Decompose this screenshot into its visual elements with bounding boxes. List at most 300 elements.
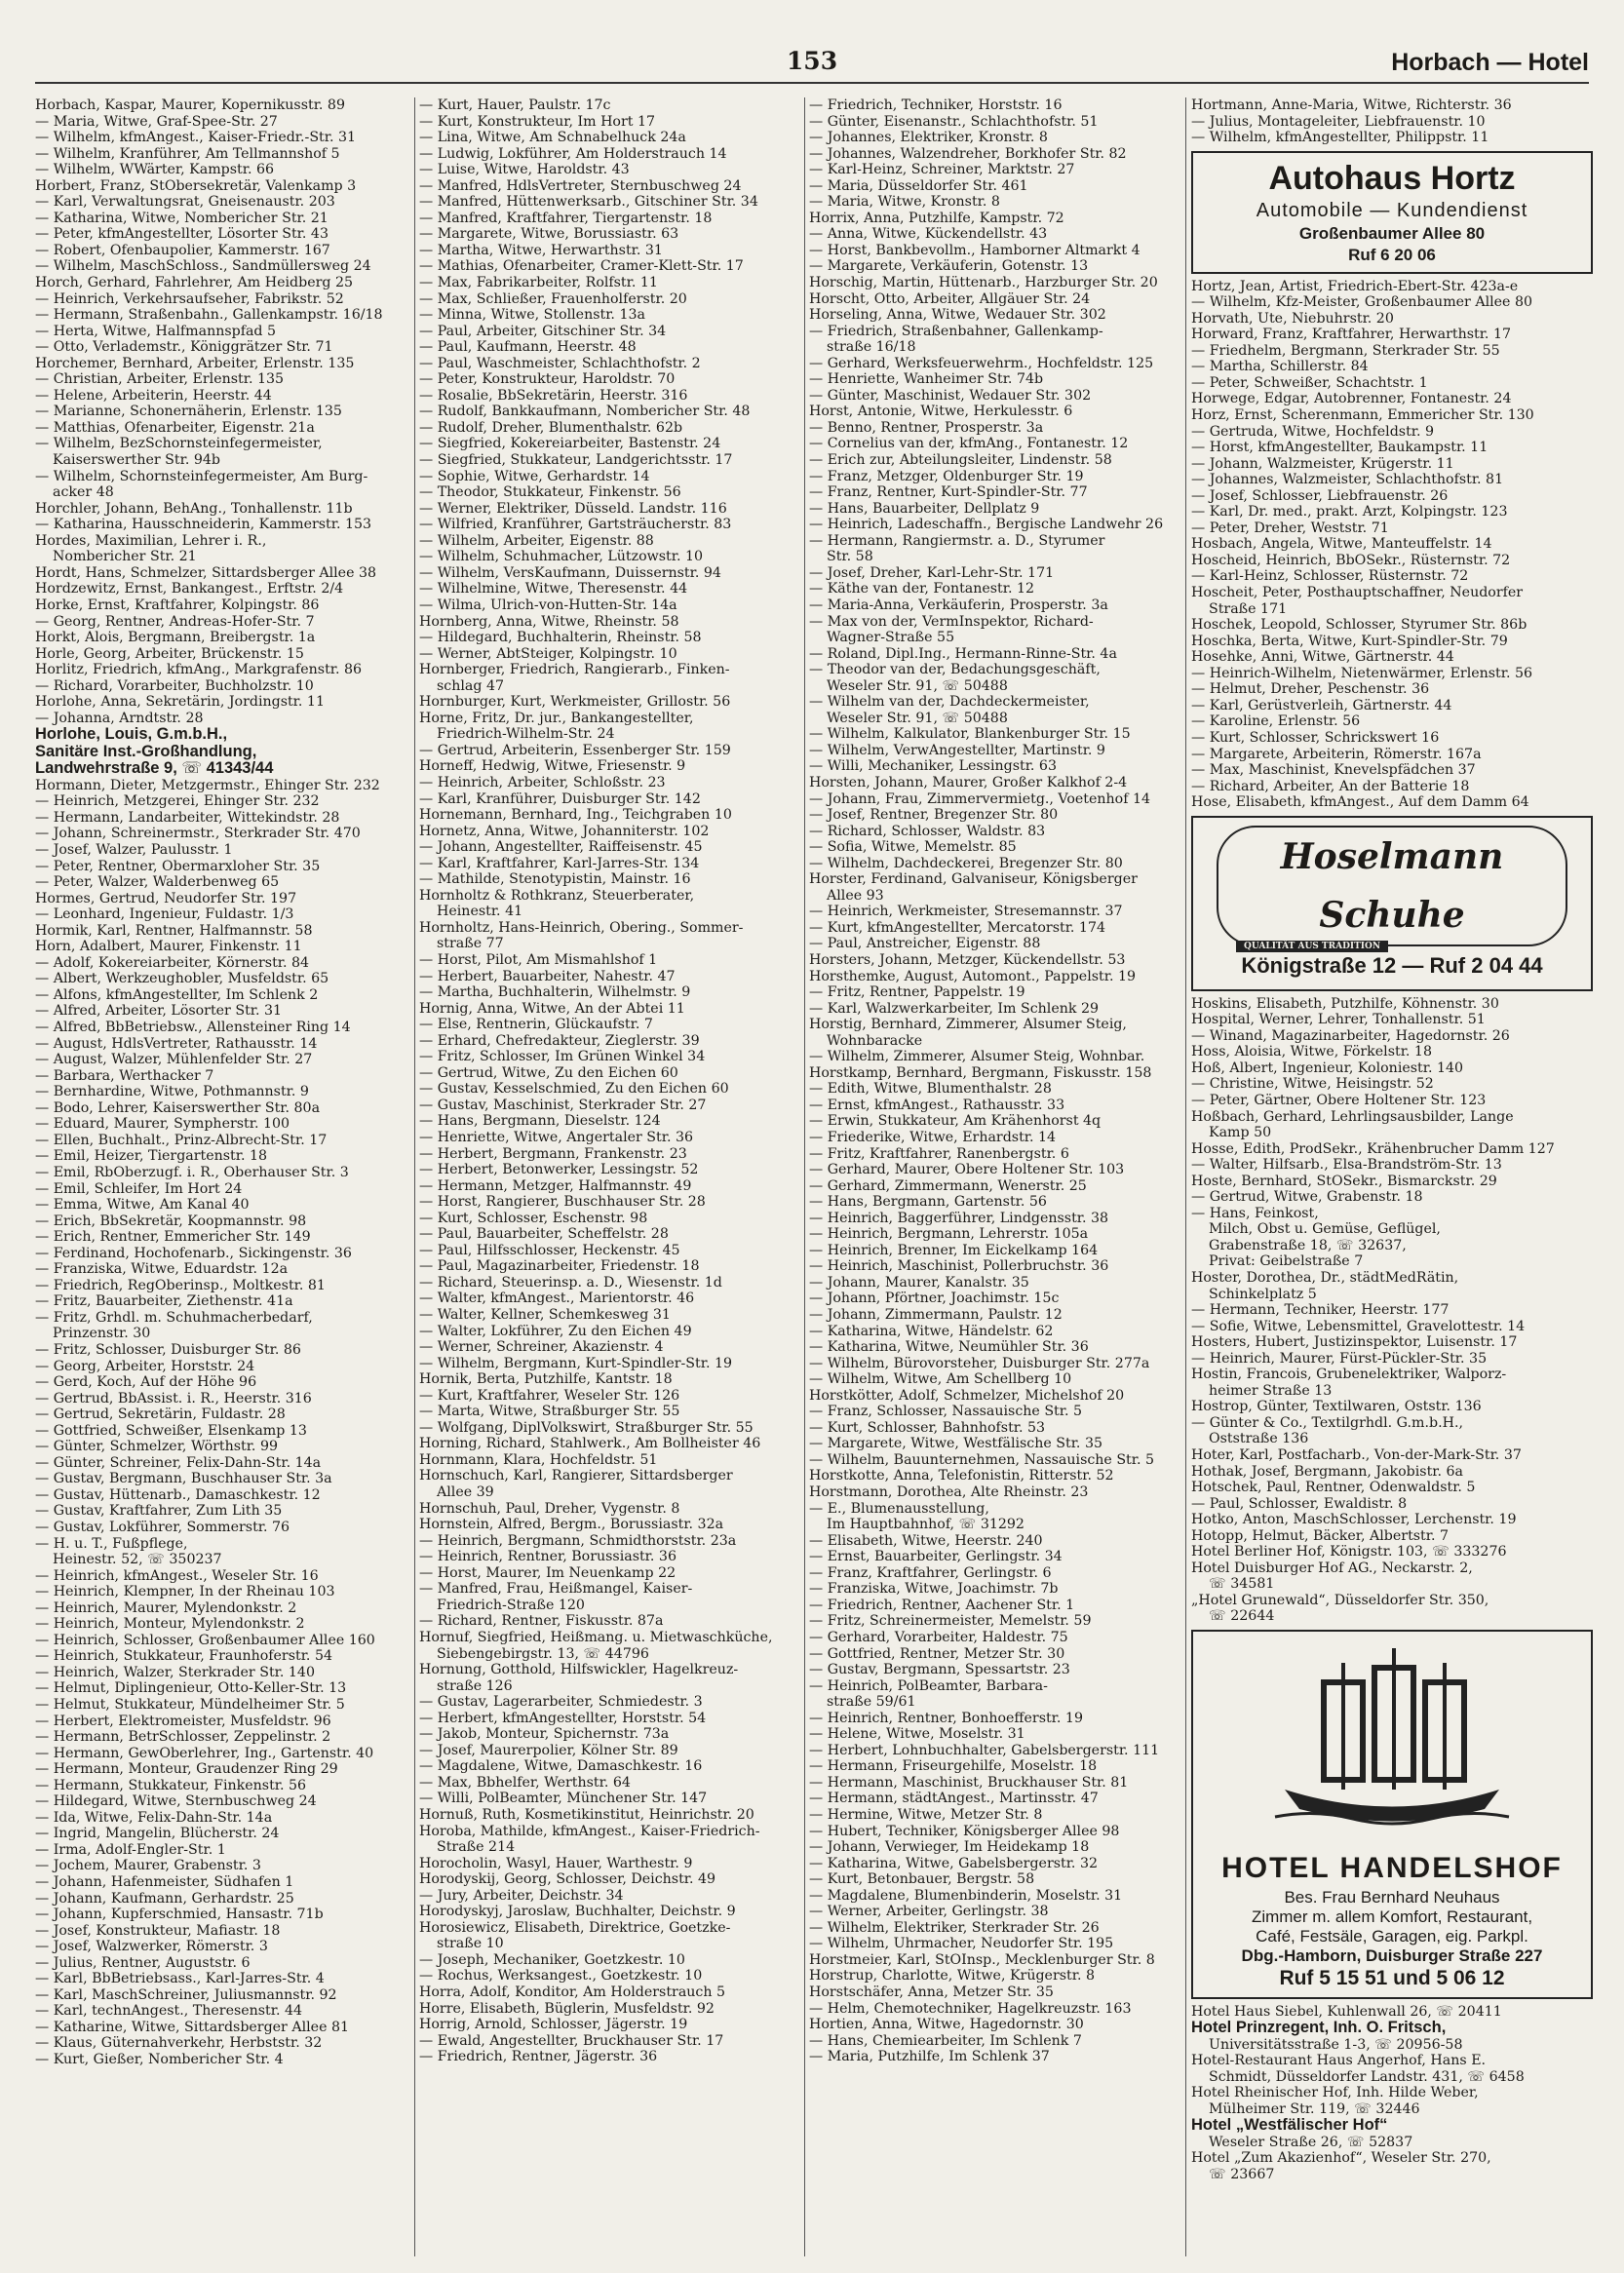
directory-entry: — Karl-Heinz, Schlosser, Rüsternstr. 72: [1191, 568, 1469, 585]
directory-column-2: [419, 97, 799, 2256]
directory-entry: — Max, Bbhelfer, Werthstr. 64: [419, 1774, 631, 1791]
directory-entry: — Manfred, Kraftfahrer, Tiergartenstr. 18: [419, 210, 713, 226]
directory-entry: — Herta, Witwe, Halfmannspfad 5: [35, 323, 277, 339]
directory-entry: — Karl, Kranführer, Duisburger Str. 142: [419, 790, 701, 807]
directory-entry: — Eduard, Maurer, Sympherstr. 100: [35, 1116, 290, 1133]
directory-entry: — Bodo, Lehrer, Kaiserswerther Str. 80a: [35, 1099, 321, 1116]
directory-entry: — Werner, Schreiner, Akazienstr. 4: [419, 1339, 664, 1356]
directory-entry: — Johannes, Walzmeister, Schlachthofstr. 81: [1191, 472, 1504, 488]
directory-entry: straße 126: [437, 1677, 513, 1694]
directory-entry: Horlohe, Anna, Sekretärin, Jordingstr. 11: [35, 694, 325, 711]
directory-entry: — Friedrich, Straßenbahner, Gallenkamp-: [809, 323, 1103, 339]
directory-entry: — Margarete, Witwe, Westfälische Str. 35: [809, 1436, 1103, 1452]
directory-entry: — Max, Schließer, Frauenholferstr. 20: [419, 290, 687, 307]
directory-entry: Siebengebirgstr. 13, ☏ 44796: [437, 1645, 649, 1662]
directory-entry: — Ellen, Buchhalt., Prinz-Albrecht-Str. 17: [35, 1132, 328, 1148]
directory-entry: — Johannes, Walzendreher, Borkhofer Str. 82: [809, 145, 1127, 162]
directory-entry: Hosehke, Anni, Witwe, Gärtnerstr. 44: [1191, 649, 1454, 666]
directory-entry: — Karl, MaschSchreiner, Juliusmannstr. 92: [35, 1986, 337, 2003]
directory-entry: — Wilfried, Kranführer, Gartsträucherstr. 83: [419, 517, 732, 533]
directory-entry: — Fritz, Schlosser, Duisburger Str. 86: [35, 1341, 301, 1358]
directory-entry: Horodyskyj, Jaroslaw, Buchhalter, Deichstr. 9: [419, 1904, 736, 1920]
logo-tagline: QUALITÄT AUS TRADITION: [1236, 941, 1388, 952]
directory-entry: Hortz, Jean, Artist, Friedrich-Ebert-Str. 423a-e: [1191, 278, 1519, 294]
directory-entry: — Heinrich, Rentner, Borussiastr. 36: [419, 1549, 677, 1565]
directory-entry: Allee 93: [827, 887, 884, 904]
directory-entry: — Kurt, Betonbauer, Bergstr. 58: [809, 1871, 1035, 1888]
directory-entry: — Herbert, Betonwerker, Lessingstr. 52: [419, 1162, 699, 1178]
directory-entry: — Johann, Angestellter, Raiffeisenstr. 45: [419, 839, 703, 856]
ad-line: Zimmer m. allem Komfort, Restaurant,: [1251, 1907, 1533, 1926]
directory-entry: — Hermann, Stukkateur, Finkenstr. 56: [35, 1777, 307, 1793]
directory-entry: — Heinrich, Rentner, Bonhoefferstr. 19: [809, 1710, 1083, 1726]
directory-entry: — Helm, Chemotechniker, Hagelkreuzstr. 163: [809, 2000, 1132, 2017]
directory-entry: Straße 171: [1209, 600, 1288, 617]
directory-entry: — Wilhelm, Bergmann, Kurt-Spindler-Str. 19: [419, 1355, 733, 1371]
directory-entry: — Friedrich, Rentner, Jägerstr. 36: [419, 2049, 658, 2065]
directory-entry: Nombericher Str. 21: [53, 549, 197, 565]
directory-entry: — Josef, Schlosser, Liebfrauenstr. 26: [1191, 487, 1449, 504]
directory-entry: — Heinrich, Maschinist, Pollerbruchstr. 36: [809, 1258, 1109, 1275]
directory-entry: Hormes, Gertrud, Neudorfer Str. 197: [35, 890, 297, 906]
directory-entry: — Walter, Kellner, Schemkesweg 31: [419, 1307, 671, 1324]
directory-entry: — Kurt, Schlosser, Eschenstr. 98: [419, 1210, 648, 1226]
directory-entry: — Georg, Rentner, Andreas-Hofer-Str. 7: [35, 613, 315, 630]
directory-entry: Hotko, Anton, MaschSchlosser, Lerchenstr. 19: [1191, 1512, 1517, 1528]
directory-entry: — Hans, Chemiearbeiter, Im Schlenk 7: [809, 2032, 1082, 2049]
directory-entry: Hotel Berliner Hof, Königstr. 103, ☏ 333276: [1191, 1544, 1507, 1560]
directory-entry: — Gertrud, Witwe, Grabenstr. 18: [1191, 1189, 1423, 1206]
directory-entry: — Gertrud, Witwe, Zu den Eichen 60: [419, 1064, 678, 1081]
directory-entry: — Johann, Hafenmeister, Südhafen 1: [35, 1874, 294, 1891]
directory-entry: — Helmut, Diplingenieur, Otto-Keller-Str. 13: [35, 1680, 347, 1697]
directory-entry: — Jochem, Maurer, Grabenstr. 3: [35, 1858, 261, 1874]
page-number: 153: [786, 47, 838, 75]
directory-entry: — Gustav, Kraftfahrer, Zum Lith 35: [35, 1503, 283, 1520]
directory-entry: — Fritz, Schreinermeister, Memelstr. 59: [809, 1613, 1092, 1630]
directory-entry: — Hermann, Monteur, Graudenzer Ring 29: [35, 1761, 338, 1778]
ad-address: Königstraße 12 — Ruf 2 04 44: [1241, 952, 1543, 978]
directory-entry: — Winand, Magazinarbeiter, Hagedornstr. 26: [1191, 1027, 1510, 1044]
directory-entry: straße 77: [437, 936, 504, 952]
directory-entry: — Karl-Heinz, Schreiner, Marktstr. 27: [809, 162, 1075, 178]
directory-entry: — Helene, Arbeiterin, Heerstr. 44: [35, 387, 272, 404]
directory-entry: — Mathias, Ofenarbeiter, Cramer-Klett-Str. 17: [419, 258, 744, 275]
directory-entry: — Horst, Bankbevollm., Hamborner Altmarkt 4: [809, 242, 1141, 258]
directory-entry: Horbert, Franz, StObersekretär, Valenkamp 3: [35, 177, 357, 194]
directory-entry: — Franziska, Witwe, Joachimstr. 7b: [809, 1581, 1059, 1598]
directory-entry: — Wilhelm, Uhrmacher, Neudorfer Str. 195: [809, 1936, 1114, 1952]
directory-entry: Horne, Fritz, Dr. jur., Bankangestellter,: [419, 710, 694, 726]
directory-entry: — Wilhelm, Bauunternehmen, Nassauische Str. 5: [809, 1451, 1155, 1468]
directory-entry: — Manfred, Hüttenwerksarb., Gitschiner Str. 34: [419, 194, 758, 211]
directory-entry: Horre, Elisabeth, Büglerin, Musfeldstr. 92: [419, 2000, 715, 2017]
directory-entry: Straße 214: [437, 1839, 516, 1856]
directory-entry: — Hermann, Landarbeiter, Wittekindstr. 28: [35, 809, 340, 826]
directory-entry: — Heinrich, Ladeschaffn., Bergische Landwehr 26: [809, 517, 1164, 533]
directory-entry: — Martha, Schillerstr. 84: [1191, 359, 1369, 375]
ad-hoselmann-schuhe: [1191, 816, 1593, 991]
directory-entry: Hortien, Anna, Witwe, Hagedornstr. 30: [809, 2017, 1084, 2033]
directory-entry: — Wilhelm, VerwAngestellter, Martinstr. 9: [809, 742, 1105, 758]
directory-entry: Horle, Georg, Arbeiter, Brückenstr. 15: [35, 645, 304, 662]
directory-entry: — Magdalene, Blumenbinderin, Moselstr. 31: [809, 1887, 1123, 1904]
directory-entry: — Josef, Walzer, Paulusstr. 1: [35, 842, 233, 859]
directory-entry: — Werner, Elektriker, Düsseld. Landstr. 116: [419, 500, 727, 517]
directory-entry: — Wilhelm, kfmAngestellter, Philippstr. 11: [1191, 130, 1489, 146]
directory-entry: Universitätsstraße 1-3, ☏ 20956-58: [1209, 2036, 1463, 2053]
directory-entry: Oststraße 136: [1209, 1431, 1309, 1447]
directory-entry: — Peter, Dreher, Weststr. 71: [1191, 520, 1389, 536]
directory-entry: Hornschuch, Karl, Rangierer, Sittardsberger: [419, 1468, 733, 1484]
directory-entry: — Heinrich, Bergmann, Schmidthorststr. 23a: [419, 1532, 737, 1549]
directory-entry: — Julius, Rentner, Auguststr. 6: [35, 1954, 251, 1971]
directory-entry: Hornholtz & Rothkranz, Steuerberater,: [419, 887, 695, 904]
directory-entry: — Adolf, Kokereiarbeiter, Körnerstr. 84: [35, 954, 310, 971]
directory-entry: — Johann, Frau, Zimmervermietg., Voetenhof 14: [809, 790, 1151, 807]
directory-entry: — Katharina, Witwe, Neumühler Str. 36: [809, 1339, 1089, 1356]
directory-entry: acker 48: [53, 484, 114, 501]
directory-entry: — Hermann, Techniker, Heerstr. 177: [1191, 1302, 1450, 1319]
directory-entry: Horseling, Anna, Witwe, Wedauer Str. 302: [809, 307, 1106, 324]
directory-entry: — Franz, Metzger, Oldenburger Str. 19: [809, 468, 1084, 484]
directory-entry: — Hermann, Friseurgehilfe, Moselstr. 18: [809, 1758, 1098, 1775]
directory-entry: — Elisabeth, Witwe, Heerstr. 240: [809, 1532, 1043, 1549]
directory-entry: — Heinrich, Schlosser, Großenbaumer Allee 160: [35, 1632, 375, 1648]
directory-entry: heimer Straße 13: [1209, 1382, 1333, 1399]
directory-entry: — Johann, Kupferschmied, Hansastr. 71b: [35, 1907, 324, 1923]
directory-entry: — Fritz, Rentner, Pappelstr. 19: [809, 984, 1025, 1001]
directory-entry: — Rudolf, Bankkaufmann, Nombericher Str. 48: [419, 404, 751, 420]
directory-entry: — Hermann, BetrSchlosser, Zeppelinstr. 2: [35, 1729, 331, 1746]
directory-entry: — Walter, Lokführer, Zu den Eichen 49: [419, 1323, 692, 1339]
directory-entry: — Günter & Co., Textilgrhdl. G.m.b.H.,: [1191, 1414, 1463, 1431]
directory-entry: — Irma, Adolf-Engler-Str. 1: [35, 1841, 226, 1858]
directory-entry: Horsthemke, August, Automont., Pappelstr. 19: [809, 968, 1137, 984]
directory-entry: — Ingrid, Mangelin, Blücherstr. 24: [35, 1826, 280, 1842]
directory-entry: — Katharina, Witwe, Gabelsbergerstr. 32: [809, 1855, 1099, 1871]
directory-entry: — Emil, Heizer, Tiergartenstr. 18: [35, 1148, 268, 1165]
directory-entry: — Katharina, Witwe, Nombericher Str. 21: [35, 210, 329, 226]
directory-entry: — Johanna, Arndtstr. 28: [35, 710, 204, 726]
directory-entry: — Horst, Rangierer, Buschhauser Str. 28: [419, 1194, 706, 1211]
directory-column-3: [809, 97, 1179, 2256]
directory-entry: — Else, Rentnerin, Glückaufstr. 7: [419, 1017, 653, 1033]
directory-entry: Hordes, Maximilian, Lehrer i. R.,: [35, 532, 267, 549]
ad-line: Café, Festsäle, Garagen, eig. Parkpl.: [1256, 1926, 1528, 1946]
column-rule: [414, 97, 415, 2256]
directory-entry: — Siegfried, Stukkateur, Landgerichtsstr. 17: [419, 452, 733, 469]
directory-entry: ☏ 22644: [1209, 1608, 1275, 1625]
directory-entry: — Heinrich, Bergmann, Lehrerstr. 105a: [809, 1226, 1089, 1243]
directory-entry: Hornschuh, Paul, Dreher, Vygenstr. 8: [419, 1500, 680, 1517]
directory-entry: — Alfred, Arbeiter, Lösorter Str. 31: [35, 1003, 283, 1020]
directory-entry: — Friederike, Witwe, Erhardstr. 14: [809, 1130, 1057, 1145]
directory-entry: Hoss, Aloisia, Witwe, Förkelstr. 18: [1191, 1044, 1432, 1060]
directory-entry: — Helmut, Stukkateur, Mündelheimer Str. 5: [35, 1697, 345, 1713]
directory-entry: — Julius, Montageleiter, Liebfrauenstr. 10: [1191, 113, 1486, 130]
directory-entry: — Gustav, Bergmann, Buschhauser Str. 3a: [35, 1471, 332, 1487]
directory-entry: — Gerhard, Vorarbeiter, Haldestr. 75: [809, 1629, 1068, 1645]
directory-entry: — Heinrich, Monteur, Mylendonkstr. 2: [35, 1616, 305, 1633]
directory-entry: Hordt, Hans, Schmelzer, Sittardsberger Allee 38: [35, 564, 377, 581]
directory-entry: — Peter, Walzer, Walderbenweg 65: [35, 874, 280, 891]
directory-entry: straße 16/18: [827, 339, 916, 356]
directory-entry: Horsten, Johann, Maurer, Großer Kalkhof 2-4: [809, 774, 1128, 790]
directory-entry: Hotel Duisburger Hof AG., Neckarstr. 2,: [1191, 1560, 1473, 1576]
directory-entry: Horneff, Hedwig, Witwe, Friesenstr. 9: [419, 758, 686, 775]
directory-entry: — Fritz, Kraftfahrer, Ranenbergstr. 6: [809, 1145, 1069, 1162]
directory-entry: — Margarete, Witwe, Borussiastr. 63: [419, 226, 679, 243]
directory-entry: Schinkelplatz 5: [1209, 1286, 1317, 1302]
directory-entry: — Heinrich, PolBeamter, Barbara-: [809, 1677, 1048, 1694]
directory-entry: — Minna, Witwe, Stollenstr. 13a: [419, 307, 645, 324]
directory-entry: — Ewald, Angestellter, Bruckhauser Str. 17: [419, 2032, 724, 2049]
directory-entry: — Otto, Verlademstr., Königgrätzer Str. 71: [35, 339, 333, 356]
directory-entry: — Helene, Witwe, Moselstr. 31: [809, 1726, 1025, 1743]
directory-entry: — Werner, AbtSteiger, Kolpingstr. 10: [419, 645, 677, 662]
directory-entry: „Hotel Grunewald“, Düsseldorfer Str. 350,: [1191, 1592, 1489, 1608]
directory-entry: — Gertrud, Sekretärin, Fuldastr. 28: [35, 1406, 286, 1423]
directory-entry: — Maria, Putzhilfe, Im Schlenk 37: [809, 2049, 1050, 2065]
directory-entry: — Maria, Witwe, Graf-Spee-Str. 27: [35, 113, 278, 130]
directory-entry: Kaiserswerther Str. 94b: [53, 452, 220, 469]
directory-entry: — Theodor, Stukkateur, Finkenstr. 56: [419, 484, 681, 501]
directory-entry: — Barbara, Werthacker 7: [35, 1067, 214, 1084]
directory-entry: — Franziska, Witwe, Eduardstr. 12a: [35, 1261, 289, 1278]
directory-entry: Horlitz, Friedrich, kfmAng., Markgrafenstr. 86: [35, 662, 363, 678]
directory-entry: Horsters, Johann, Metzger, Kückendellstr. 53: [809, 951, 1126, 968]
directory-entry: Mülheimer Str. 119, ☏ 32446: [1209, 2100, 1420, 2117]
logo-text: Hoselmann Schuhe: [1280, 835, 1504, 936]
directory-entry: Horvath, Ute, Niebuhrstr. 20: [1191, 310, 1394, 327]
directory-entry: — Hermann, Straßenbahn., Gallenkampstr. 16/18: [35, 307, 383, 324]
directory-entry: — Edith, Witwe, Blumenthalstr. 28: [809, 1081, 1052, 1098]
directory-entry: Horward, Franz, Kraftfahrer, Herwarthstr. 17: [1191, 327, 1512, 343]
directory-entry: — Wilma, Ulrich-von-Hutten-Str. 14a: [419, 597, 677, 613]
directory-entry: — Wilhelm, Kranführer, Am Tellmannshof 5: [35, 145, 340, 162]
directory-entry: — Heinrich, Walzer, Sterkrader Str. 140: [35, 1664, 315, 1680]
directory-entry: — Erich, BbSekretär, Koopmannstr. 98: [35, 1213, 307, 1229]
directory-entry: — Rudolf, Dreher, Blumenthalstr. 62b: [419, 419, 683, 436]
directory-entry: — Günter, Eisenanstr., Schlachthofstr. 51: [809, 113, 1099, 130]
directory-entry: — Alfred, BbBetriebsw., Allensteiner Ring 14: [35, 1020, 351, 1036]
directory-entry: — Wilhelm, Witwe, Am Schellberg 10: [809, 1371, 1072, 1388]
directory-entry: — Johann, Schreinermstr., Sterkrader Str. 470: [35, 826, 361, 842]
directory-entry: — Kurt, Gießer, Nombericher Str. 4: [35, 2052, 284, 2068]
directory-entry: Horra, Adolf, Konditor, Am Holderstrauch 5: [419, 1984, 726, 2000]
directory-entry: Hornholtz, Hans-Heinrich, Obering., Sommer-: [419, 919, 744, 936]
directory-entry: — Ludwig, Lokführer, Am Holderstrauch 14: [419, 145, 727, 162]
directory-entry: — Gerhard, Maurer, Obere Holtener Str. 103: [809, 1162, 1125, 1178]
directory-entry: — Karoline, Erlenstr. 56: [1191, 713, 1361, 730]
directory-entry: — Siegfried, Kokereiarbeiter, Bastenstr. 24: [419, 436, 721, 452]
directory-entry: Horstmeier, Karl, StOInsp., Mecklenburger Str. 8: [809, 1951, 1155, 1968]
ad-hotel-handelshof: [1191, 1630, 1593, 1999]
directory-entry: Hotel Haus Siebel, Kuhlenwall 26, ☏ 20411: [1191, 2003, 1502, 2020]
directory-entry: Hornung, Gotthold, Hilfswickler, Hagelkreuz-: [419, 1662, 739, 1678]
directory-entry: — Manfred, Frau, Heißmangel, Kaiser-: [419, 1581, 693, 1598]
directory-entry: Hoßbach, Gerhard, Lehrlingsausbilder, Lange: [1191, 1108, 1514, 1125]
directory-entry: Hoste, Bernhard, StOSekr., Bismarckstr. 29: [1191, 1173, 1497, 1189]
directory-entry: — Katharina, Witwe, Händelstr. 62: [809, 1323, 1054, 1339]
directory-entry: Hornburger, Kurt, Werkmeister, Grillostr. 56: [419, 694, 731, 711]
directory-entry: Hostin, Francois, Grubenelektriker, Walporz-: [1191, 1367, 1507, 1383]
directory-entry: — Josef, Maurerpolier, Kölner Str. 89: [419, 1742, 678, 1758]
directory-entry: Hostrop, Günter, Textilwaren, Oststr. 136: [1191, 1399, 1482, 1415]
directory-entry: straße 10: [437, 1936, 504, 1952]
ad-phone: Ruf 5 15 51 und 5 06 12: [1279, 1966, 1505, 1989]
directory-entry: Weseler Str. 91, ☏ 50488: [827, 677, 1008, 694]
directory-entry: — Josef, Walzwerker, Römerstr. 3: [35, 1939, 268, 1955]
directory-entry: — Lina, Witwe, Am Schnabelhuck 24a: [419, 130, 686, 146]
directory-entry: — Hermann, GewOberlehrer, Ing., Gartenstr. 40: [35, 1745, 374, 1761]
directory-entry: Allee 39: [437, 1484, 494, 1501]
page-header: [35, 47, 1589, 84]
directory-column-4: [1191, 97, 1593, 2256]
directory-entry: — Friedhelm, Bergmann, Sterkrader Str. 55: [1191, 342, 1500, 359]
directory-entry: — Franz, Kraftfahrer, Gerlingstr. 6: [809, 1564, 1052, 1581]
directory-entry: — Gertruda, Witwe, Hochfeldstr. 9: [1191, 423, 1435, 440]
directory-entry: — Willi, Mechaniker, Lessingstr. 63: [809, 758, 1057, 775]
directory-entry: Horchemer, Bernhard, Arbeiter, Erlenstr. 135: [35, 355, 355, 371]
directory-entry: Weseler Straße 26, ☏ 52837: [1209, 2134, 1413, 2150]
directory-entry: — Paul, Waschmeister, Schlachthofstr. 2: [419, 355, 701, 371]
directory-entry: — Leonhard, Ingenieur, Fuldastr. 1/3: [35, 906, 294, 923]
directory-entry: — Johann, Kaufmann, Gerhardstr. 25: [35, 1890, 294, 1907]
directory-entry: Hotel Prinzregent, Inh. O. Fritsch,: [1191, 2020, 1447, 2037]
directory-entry: — Marianne, Schonernäherin, Erlenstr. 135: [35, 404, 342, 420]
directory-entry: — Benno, Rentner, Prosperstr. 3a: [809, 419, 1044, 436]
directory-entry: Im Hauptbahnhof, ☏ 31292: [827, 1517, 1025, 1533]
directory-entry: — Hans, Bergmann, Gartenstr. 56: [809, 1194, 1047, 1211]
directory-entry: — Herbert, Bauarbeiter, Nahestr. 47: [419, 968, 676, 984]
directory-entry: — Katharine, Witwe, Sittardsberger Allee 81: [35, 2019, 350, 2035]
directory-entry: Hornemann, Bernhard, Ing., Teichgraben 10: [419, 807, 732, 824]
directory-entry: — Gustav, Bergmann, Spessartstr. 23: [809, 1662, 1070, 1678]
directory-entry: — Max, Maschinist, Knevelspfädchen 37: [1191, 762, 1476, 779]
running-head: Horbach — Hotel: [1391, 49, 1589, 76]
directory-entry: Hornuß, Ruth, Kosmetikinstitut, Heinrichstr. 20: [419, 1806, 754, 1823]
directory-entry: Horstkamp, Bernhard, Bergmann, Fiskusstr. 158: [809, 1064, 1152, 1081]
directory-entry: — Emil, RbOberzugf. i. R., Oberhauser Str. 3: [35, 1164, 349, 1180]
directory-entry: — Richard, Schlosser, Waldstr. 83: [809, 823, 1046, 839]
directory-entry: Horosiewicz, Elisabeth, Direktrice, Goetzke-: [419, 1919, 731, 1936]
directory-entry: — Alfons, kfmAngestellter, Im Schlenk 2: [35, 986, 319, 1003]
directory-entry: Horchler, Johann, BehAng., Tonhallenstr. 11b: [35, 500, 353, 517]
directory-entry: — Horst, Maurer, Im Neuenkamp 22: [419, 1564, 677, 1581]
directory-entry: Hornetz, Anna, Witwe, Johanniterstr. 102: [419, 823, 710, 839]
directory-entry: — Hermann, Maschinist, Bruckhauser Str. 81: [809, 1774, 1129, 1791]
directory-entry: — Jury, Arbeiter, Deichstr. 34: [419, 1887, 624, 1904]
directory-entry: — Matthias, Ofenarbeiter, Eigenstr. 21a: [35, 419, 315, 436]
directory-entry: Wohnbaracke: [827, 1032, 923, 1049]
directory-entry: — Peter, Rentner, Obermarxloher Str. 35: [35, 858, 321, 874]
directory-entry: ☏ 23667: [1209, 2166, 1275, 2182]
ad-autohaus-hortz: [1191, 151, 1593, 274]
directory-entry: — Wilhelm, Arbeiter, Eigenstr. 88: [419, 532, 654, 549]
directory-entry: Schmidt, Düsseldorfer Landstr. 431, ☏ 6458: [1209, 2068, 1525, 2085]
directory-entry: Hoscheid, Heinrich, BbOSekr., Rüsternstr. 72: [1191, 552, 1511, 568]
directory-entry: — Gottfried, Schweißer, Elsenkamp 13: [35, 1422, 307, 1439]
directory-entry: Hoskins, Elisabeth, Putzhilfe, Köhnenstr. 30: [1191, 995, 1499, 1012]
directory-entry: — Richard, Arbeiter, An der Batterie 18: [1191, 778, 1470, 794]
directory-entry: Hosters, Hubert, Justizinspektor, Luisenstr. 17: [1191, 1334, 1518, 1351]
directory-entry: — Wilhelm, Schornsteinfegermeister, Am Burg-: [35, 468, 368, 484]
directory-entry: Hornuf, Siegfried, Heißmang. u. Mietwaschküche,: [419, 1629, 773, 1645]
directory-entry: — Hildegard, Witwe, Sternbuschweg 24: [35, 1793, 317, 1810]
directory-entry: — H. u. T., Fußpflege,: [35, 1535, 188, 1552]
directory-entry: Horster, Ferdinand, Galvaniseur, Königsberger: [809, 871, 1138, 888]
directory-entry: Weseler Str. 91, ☏ 50488: [827, 710, 1008, 726]
directory-entry: Horocholin, Wasyl, Hauer, Warthestr. 9: [419, 1855, 693, 1871]
directory-entry: Horning, Richard, Stahlwerk., Am Bollheister 46: [419, 1436, 761, 1452]
directory-entry: Horrig, Arnold, Schlosser, Jägerstr. 19: [419, 2017, 688, 2033]
directory-entry: — Wilhelm, Zimmerer, Alsumer Steig, Wohnbar.: [809, 1049, 1145, 1065]
directory-entry: Hoscheit, Peter, Posthauptschaffner, Neudorfer: [1191, 585, 1524, 601]
directory-entry: Privat: Geibelstraße 7: [1209, 1253, 1364, 1270]
directory-entry: Wagner-Straße 55: [827, 630, 955, 646]
directory-entry: — Margarete, Arbeiterin, Römerstr. 167a: [1191, 746, 1482, 762]
directory-entry: — Gustav, Lokführer, Sommerstr. 76: [35, 1519, 290, 1535]
directory-entry: — Sofia, Witwe, Memelstr. 85: [809, 839, 1017, 856]
ad-address: Großenbaumer Allee 80: [1298, 223, 1486, 243]
directory-entry: Hortmann, Anne-Maria, Witwe, Richterstr. 36: [1191, 97, 1512, 113]
directory-entry: Friedrich-Wilhelm-Str. 24: [437, 726, 615, 743]
directory-entry: — Erich zur, Abteilungsleiter, Lindenstr. 58: [809, 452, 1112, 469]
directory-entry: — Cornelius van der, kfmAng., Fontanestr. 12: [809, 436, 1129, 452]
directory-entry: Hotel Rheinischer Hof, Inh. Hilde Weber,: [1191, 2085, 1479, 2101]
directory-entry: — Kurt, kfmAngestellter, Mercatorstr. 174: [809, 919, 1106, 936]
directory-entry: — Gertrud, BbAssist. i. R., Heerstr. 316: [35, 1390, 312, 1406]
directory-entry: — Richard, Rentner, Fiskusstr. 87a: [419, 1613, 664, 1630]
directory-entry: Hospital, Werner, Lehrer, Tonhallenstr. 51: [1191, 1012, 1486, 1028]
directory-entry: Grabenstraße 18, ☏ 32637,: [1209, 1237, 1407, 1253]
directory-entry: Kamp 50: [1209, 1125, 1272, 1141]
directory-entry: — Friedrich, Rentner, Aachener Str. 1: [809, 1597, 1075, 1613]
directory-entry: — Sofie, Witwe, Lebensmittel, Gravelottestr. 14: [1191, 1318, 1526, 1334]
directory-entry: — Rosalie, BbSekretärin, Heerstr. 316: [419, 387, 688, 404]
directory-entry: — Heinrich, kfmAngest., Weseler Str. 16: [35, 1567, 319, 1584]
directory-entry: — Ernst, Bauarbeiter, Gerlingstr. 34: [809, 1549, 1063, 1565]
directory-entry: — Luise, Witwe, Haroldstr. 43: [419, 162, 630, 178]
directory-entry: — Hans, Feinkost,: [1191, 1205, 1319, 1221]
directory-entry: — Manfred, HdlsVertreter, Sternbuschweg 24: [419, 177, 742, 194]
directory-entry: — Wilhelm, kfmAngest., Kaiser-Friedr.-Str. 31: [35, 130, 357, 146]
directory-entry: — Wilhelm, Bürovorsteher, Duisburger Str. 277a: [809, 1355, 1150, 1371]
ship-icon: [1265, 1643, 1519, 1838]
directory-entry: — Gustav, Lagerarbeiter, Schmiedestr. 3: [419, 1694, 703, 1711]
ad-line: Bes. Frau Bernhard Neuhaus: [1284, 1887, 1500, 1907]
directory-entry: ☏ 34581: [1209, 1576, 1275, 1593]
directory-entry: — Johann, Verwieger, Im Heidekamp 18: [809, 1839, 1090, 1856]
directory-entry: — Fritz, Bauarbeiter, Ziethenstr. 41a: [35, 1293, 293, 1310]
directory-entry: — Josef, Rentner, Bregenzer Str. 80: [809, 807, 1059, 824]
directory-entry: Hornstein, Alfred, Bergm., Borussiastr. 32a: [419, 1517, 724, 1533]
directory-entry: Hoschka, Berta, Witwe, Kurt-Spindler-Str. 79: [1191, 633, 1508, 649]
directory-entry: — Robert, Ofenbaupolier, Kammerstr. 167: [35, 242, 330, 258]
directory-entry: Hornik, Berta, Putzhilfe, Kantstr. 18: [419, 1371, 673, 1388]
directory-entry: Landwehrstraße 9, ☏ 41343/44: [35, 760, 274, 778]
directory-entry: — Jakob, Monteur, Spichernstr. 73a: [419, 1726, 670, 1743]
directory-entry: Horbach, Kaspar, Maurer, Kopernikusstr. 89: [35, 97, 345, 113]
directory-entry: — Paul, Bauarbeiter, Scheffelstr. 28: [419, 1226, 669, 1243]
directory-entry: — Richard, Vorarbeiter, Buchholzstr. 10: [35, 677, 314, 694]
directory-entry: — Wilhelm, BezSchornsteinfegermeister,: [35, 436, 323, 452]
directory-entry: schlag 47: [437, 677, 505, 694]
directory-entry: — Heinrich, Stukkateur, Fraunhoferstr. 54: [35, 1648, 332, 1665]
directory-entry: Milch, Obst u. Gemüse, Geflügel,: [1209, 1221, 1441, 1238]
